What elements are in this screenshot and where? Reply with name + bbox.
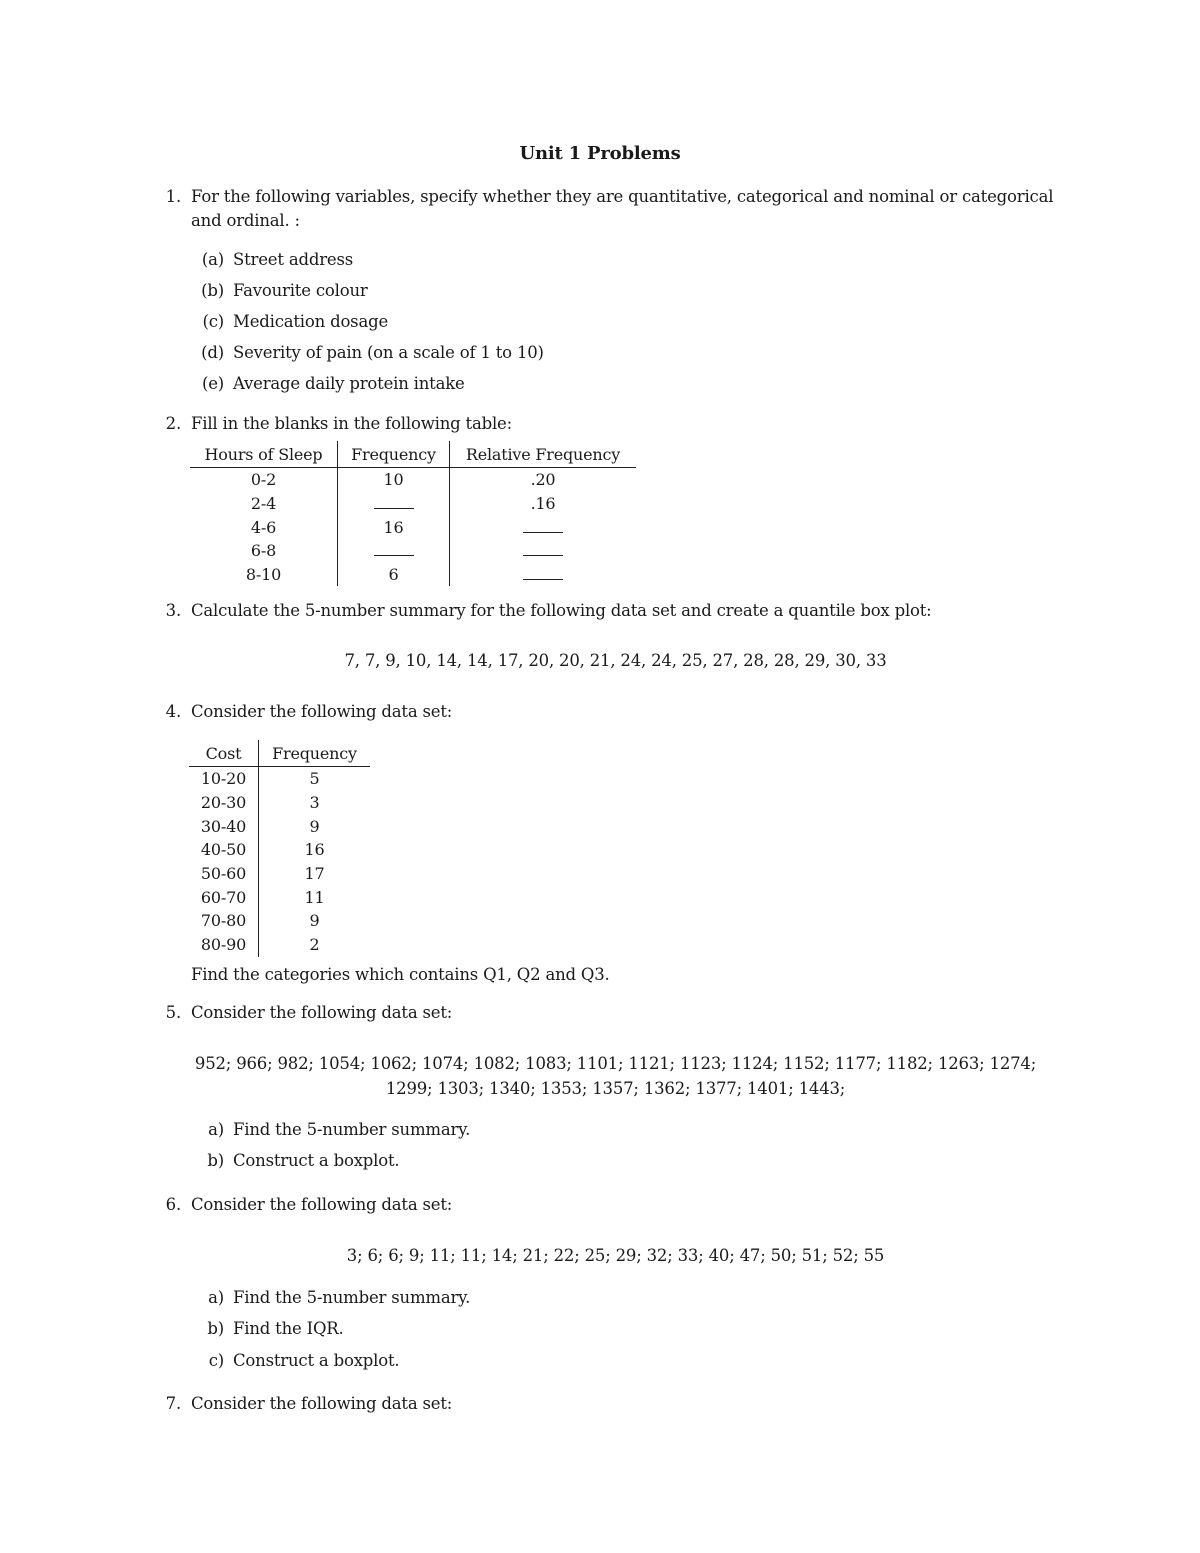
problem-2-number: 2. <box>165 414 181 433</box>
table-cell: 9 <box>259 814 371 838</box>
blank-cell <box>450 539 637 563</box>
data-set: 952; 966; 982; 1054; 1062; 1074; 1082; 1083; 1101; 1121; 1123; 1124; 1152; 1177; 1182; 1263; 1274; <box>194 1054 1037 1073</box>
list-item-label: (a) <box>201 250 224 269</box>
table-cell: 11 <box>259 885 371 909</box>
list-item-label: b) <box>207 1319 224 1338</box>
problem-7-text: Consider the following data set: <box>191 1394 453 1413</box>
list-item: Severity of pain (on a scale of 1 to 10) <box>233 343 544 362</box>
table-row <box>190 468 636 492</box>
problem-1-number: 1. <box>165 187 181 206</box>
problem-4-question: Find the categories which contains Q1, Q2 and Q3. <box>191 965 610 984</box>
table-cell: 20-30 <box>200 793 247 813</box>
data-set: 3; 6; 6; 9; 11; 11; 14; 21; 22; 25; 29; 32; 33; 40; 47; 50; 51; 52; 55 <box>346 1246 885 1265</box>
table-cell: 70-80 <box>200 911 247 931</box>
table-row <box>189 862 370 886</box>
problem-5-text: Consider the following data set: <box>191 1003 453 1022</box>
blank-cell <box>338 539 450 563</box>
problem-1-text-cont: and ordinal. : <box>191 211 300 230</box>
problem-1-text: For the following variables, specify whether they are quantitative, categorical and nominal or categorical <box>191 187 1054 206</box>
list-item: Average daily protein intake <box>233 374 465 393</box>
blank-cell <box>338 492 450 516</box>
table-header: Frequency <box>338 441 450 468</box>
list-item-label: (d) <box>201 343 224 362</box>
table-row <box>189 791 370 815</box>
list-item: Construct a boxplot. <box>233 1151 400 1170</box>
problem-5-number: 5. <box>165 1003 181 1022</box>
table-cell: 10-20 <box>200 769 247 789</box>
list-item: Find the IQR. <box>233 1319 344 1338</box>
list-item: Find the 5-number summary. <box>233 1288 471 1307</box>
list-item-label: (e) <box>201 374 224 393</box>
table-cell: 8-10 <box>245 565 282 585</box>
cost-frequency-table <box>189 740 370 957</box>
blank-cell <box>450 515 637 539</box>
answer-blank <box>374 543 414 556</box>
list-item: Find the 5-number summary. <box>233 1120 471 1139</box>
data-set: 7, 7, 9, 10, 14, 14, 17, 20, 20, 21, 24, 24, 25, 27, 28, 28, 29, 30, 33 <box>344 651 887 670</box>
table-row <box>190 563 636 587</box>
problem-6-number: 6. <box>165 1195 181 1214</box>
table-cell: .16 <box>450 492 637 516</box>
table-cell: 80-90 <box>200 935 247 955</box>
table-row <box>189 885 370 909</box>
table-row <box>189 933 370 957</box>
table-cell: 4-6 <box>250 517 277 537</box>
list-item: Street address <box>233 250 353 269</box>
table-cell: 17 <box>259 862 371 886</box>
table-cell: 60-70 <box>200 887 247 907</box>
blank-cell <box>450 563 637 587</box>
list-item-label: a) <box>208 1288 224 1307</box>
table-row <box>189 767 370 791</box>
table-cell: .20 <box>450 468 637 492</box>
table-cell: 0-2 <box>250 470 277 490</box>
table-cell: 40-50 <box>200 840 247 860</box>
table-row <box>190 539 636 563</box>
sleep-frequency-table <box>190 441 636 586</box>
list-item-label: (b) <box>201 281 224 300</box>
table-row <box>189 909 370 933</box>
table-cell: 2 <box>259 933 371 957</box>
list-item: Construct a boxplot. <box>233 1351 400 1370</box>
table-header: Cost <box>189 740 259 767</box>
problem-4-number: 4. <box>165 702 181 721</box>
answer-blank <box>523 543 563 556</box>
problem-3-number: 3. <box>165 601 181 620</box>
table-cell: 9 <box>259 909 371 933</box>
problem-7-number: 7. <box>165 1394 181 1413</box>
table-row <box>189 838 370 862</box>
data-set: 1299; 1303; 1340; 1353; 1357; 1362; 1377; 1401; 1443; <box>385 1079 846 1098</box>
table-row <box>190 515 636 539</box>
problem-2-text: Fill in the blanks in the following table: <box>191 414 512 433</box>
table-header-row <box>190 441 636 468</box>
list-item: Medication dosage <box>233 312 389 331</box>
table-cell: 30-40 <box>200 816 247 836</box>
table-header-row <box>189 740 370 767</box>
list-item-label: b) <box>207 1151 224 1170</box>
problem-3-text: Calculate the 5-number summary for the following data set and create a quantile box plot: <box>191 601 932 620</box>
table-cell: 3 <box>259 791 371 815</box>
answer-blank <box>523 567 563 580</box>
table-cell: 2-4 <box>250 494 277 514</box>
table-header: Frequency <box>259 740 371 767</box>
table-cell: 10 <box>338 468 450 492</box>
table-row <box>190 492 636 516</box>
list-item-label: c) <box>208 1351 224 1370</box>
table-cell: 16 <box>259 838 371 862</box>
table-cell: 5 <box>259 767 371 791</box>
problem-4-text: Consider the following data set: <box>191 702 453 721</box>
table-cell: 6-8 <box>250 541 277 561</box>
answer-blank <box>374 496 414 509</box>
table-cell: 16 <box>338 515 450 539</box>
page-title: Unit 1 Problems <box>519 143 681 164</box>
table-header: Hours of Sleep <box>190 441 338 468</box>
table-row <box>189 814 370 838</box>
problem-6-text: Consider the following data set: <box>191 1195 453 1214</box>
table-cell: 6 <box>338 563 450 587</box>
table-cell: 50-60 <box>200 864 247 884</box>
list-item-label: (c) <box>202 312 224 331</box>
answer-blank <box>523 520 563 533</box>
table-header: Relative Frequency <box>450 441 637 468</box>
list-item-label: a) <box>208 1120 224 1139</box>
list-item: Favourite colour <box>233 281 368 300</box>
